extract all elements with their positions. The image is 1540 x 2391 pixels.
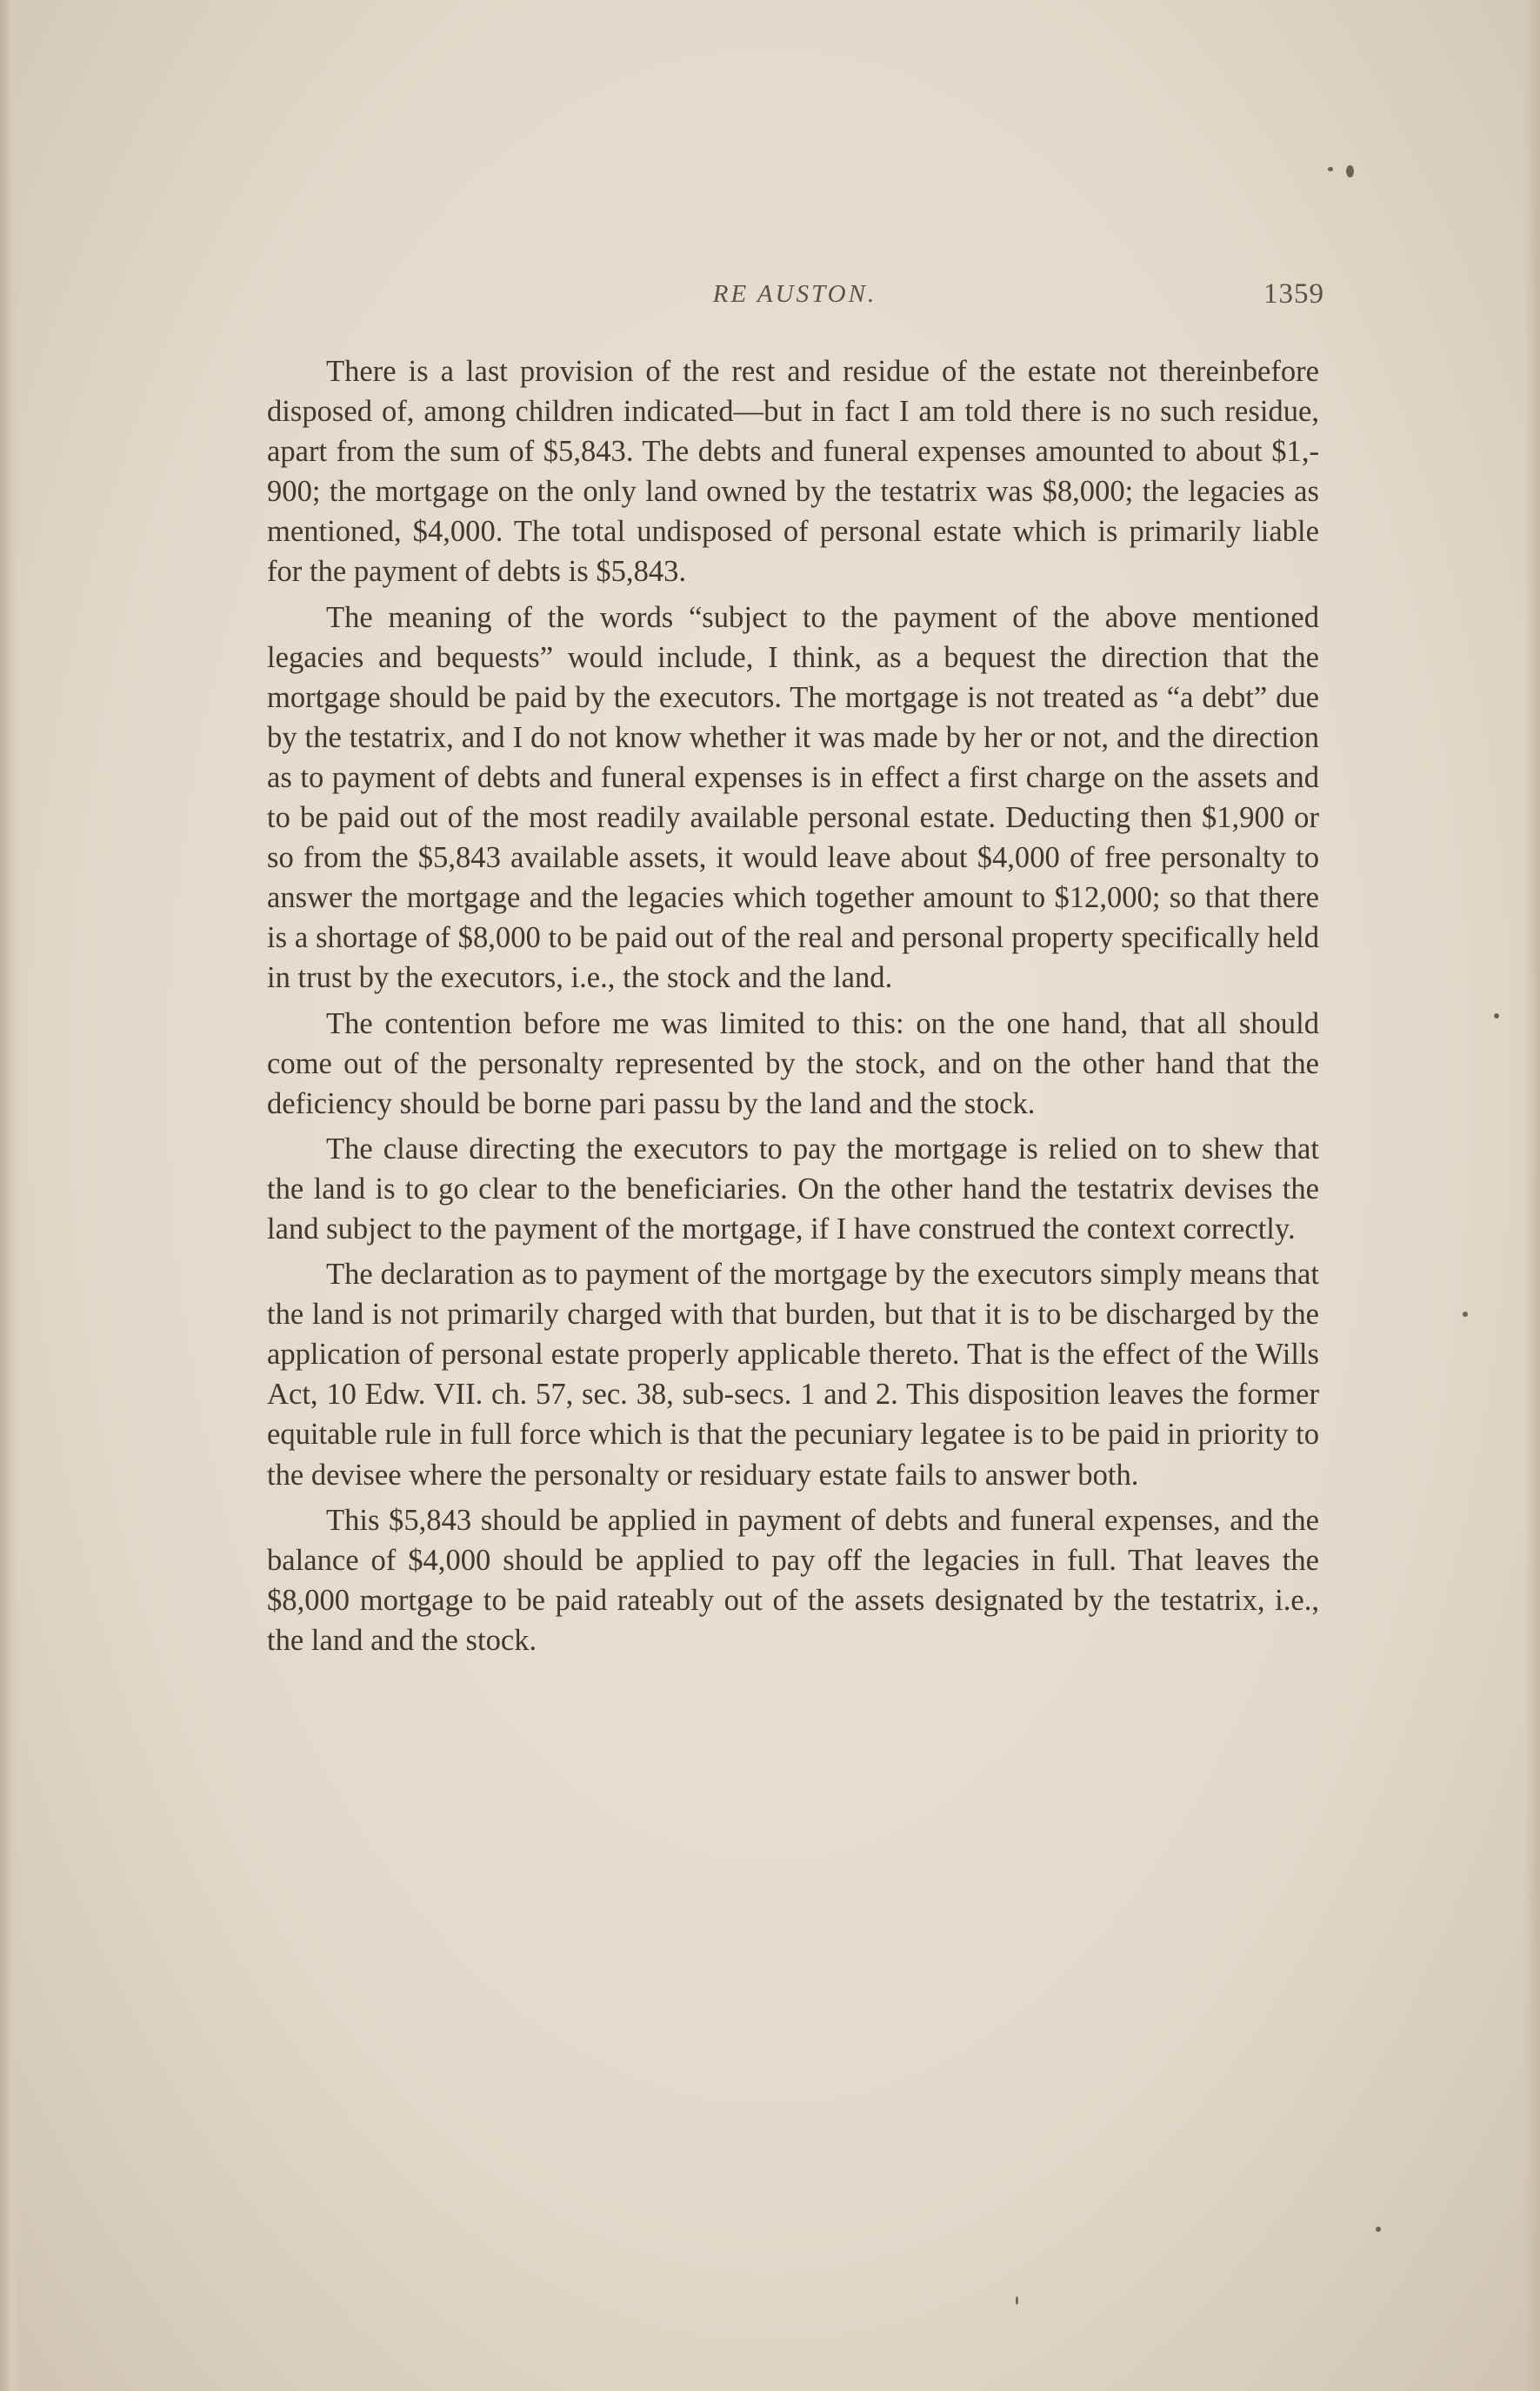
page-left-edge (0, 0, 19, 2391)
ink-speck (1016, 2296, 1018, 2305)
ink-speck (1494, 1013, 1499, 1019)
body-text (267, 351, 1319, 1666)
page-header (265, 275, 1324, 318)
ink-speck (1346, 165, 1354, 177)
running-title: RE AUSTON. (712, 280, 877, 308)
paragraph-residue: There is a last provision of the rest and residue of the estate not thereinbefore disposed of, among children indicated—but in fact I am told there is no such residue, apart from the sum of $5,843. The debts and funeral expenses amounted to about $1,900; the mortgage on the only land owned by the testatrix was $8,000; the legacies as mentioned, $4,000. The total undisposed of personal estate which is primarily liable for the payment of debts is $5,843. (267, 355, 1319, 589)
paragraph-conclusion: This $5,843 should be applied in payment of debts and funeral expenses, and the balance of $4,000 should be applied to pay off the legacies in full. That leaves the $8,000 mortgage to be paid rateably out of the assets designated by the testatrix, i.e., the land and the stock. (267, 1503, 1319, 1657)
paragraph-contention: The contention before me was limited to this: on the one hand, that all should come out of the personalty represented by the stock, and on the other hand that the deficiency should be borne pari passu by the land and the stock. (267, 1006, 1319, 1120)
ink-speck (1463, 1312, 1468, 1317)
ink-speck (1376, 2227, 1381, 2232)
page-number: 1359 (1263, 278, 1324, 310)
paragraph-clause-directing: The clause directing the executors to pay the mortgage is relied on to shew that the land is to go clear to the beneficiaries. On the other hand the testatrix devises the land subject to the payment of the mortgage, if I have construed the context correctly. (267, 1132, 1319, 1246)
ink-speck (1328, 167, 1333, 171)
paragraph-declaration: The declaration as to payment of the mortgage by the executors simply means that the land is not primarily charged with that burden, but that it is to be discharged by the application of personal estate properly applicable thereto. That is the effect of the Wills Act, 10 Edw. VII. ch. 57, sec. 38, sub-secs. 1 and 2. This disposition leaves the former equitable rule in full force which is that the pecuniary legatee is to be paid in priority to the devisee where the personalty or residuary estate fails to answer both. (267, 1258, 1319, 1492)
page-right-edge (1524, 0, 1540, 2391)
paragraph-meaning-of-words: The meaning of the words “subject to the payment of the above mentioned legacies and bequests” would include, I think, as a bequest the direction that the mortgage should be paid by the executors. The mortgage is not treated as “a debt” due by the testatrix, and I do not know whether it was made by her or not, and the direction as to payment of debts and funeral expenses is in effect a first charge on the assets and to be paid out of the most readily available personal estate. Deducting then $1,900 or so from the $5,843 available assets, it would leave about $4,000 of free personalty to answer the mortgage and the legacies which together amount to $12,000; so that there is a shortage of $8,000 to be paid out of the real and personal property specifically held in trust by the executors, i.e., the stock and the land. (267, 600, 1319, 995)
